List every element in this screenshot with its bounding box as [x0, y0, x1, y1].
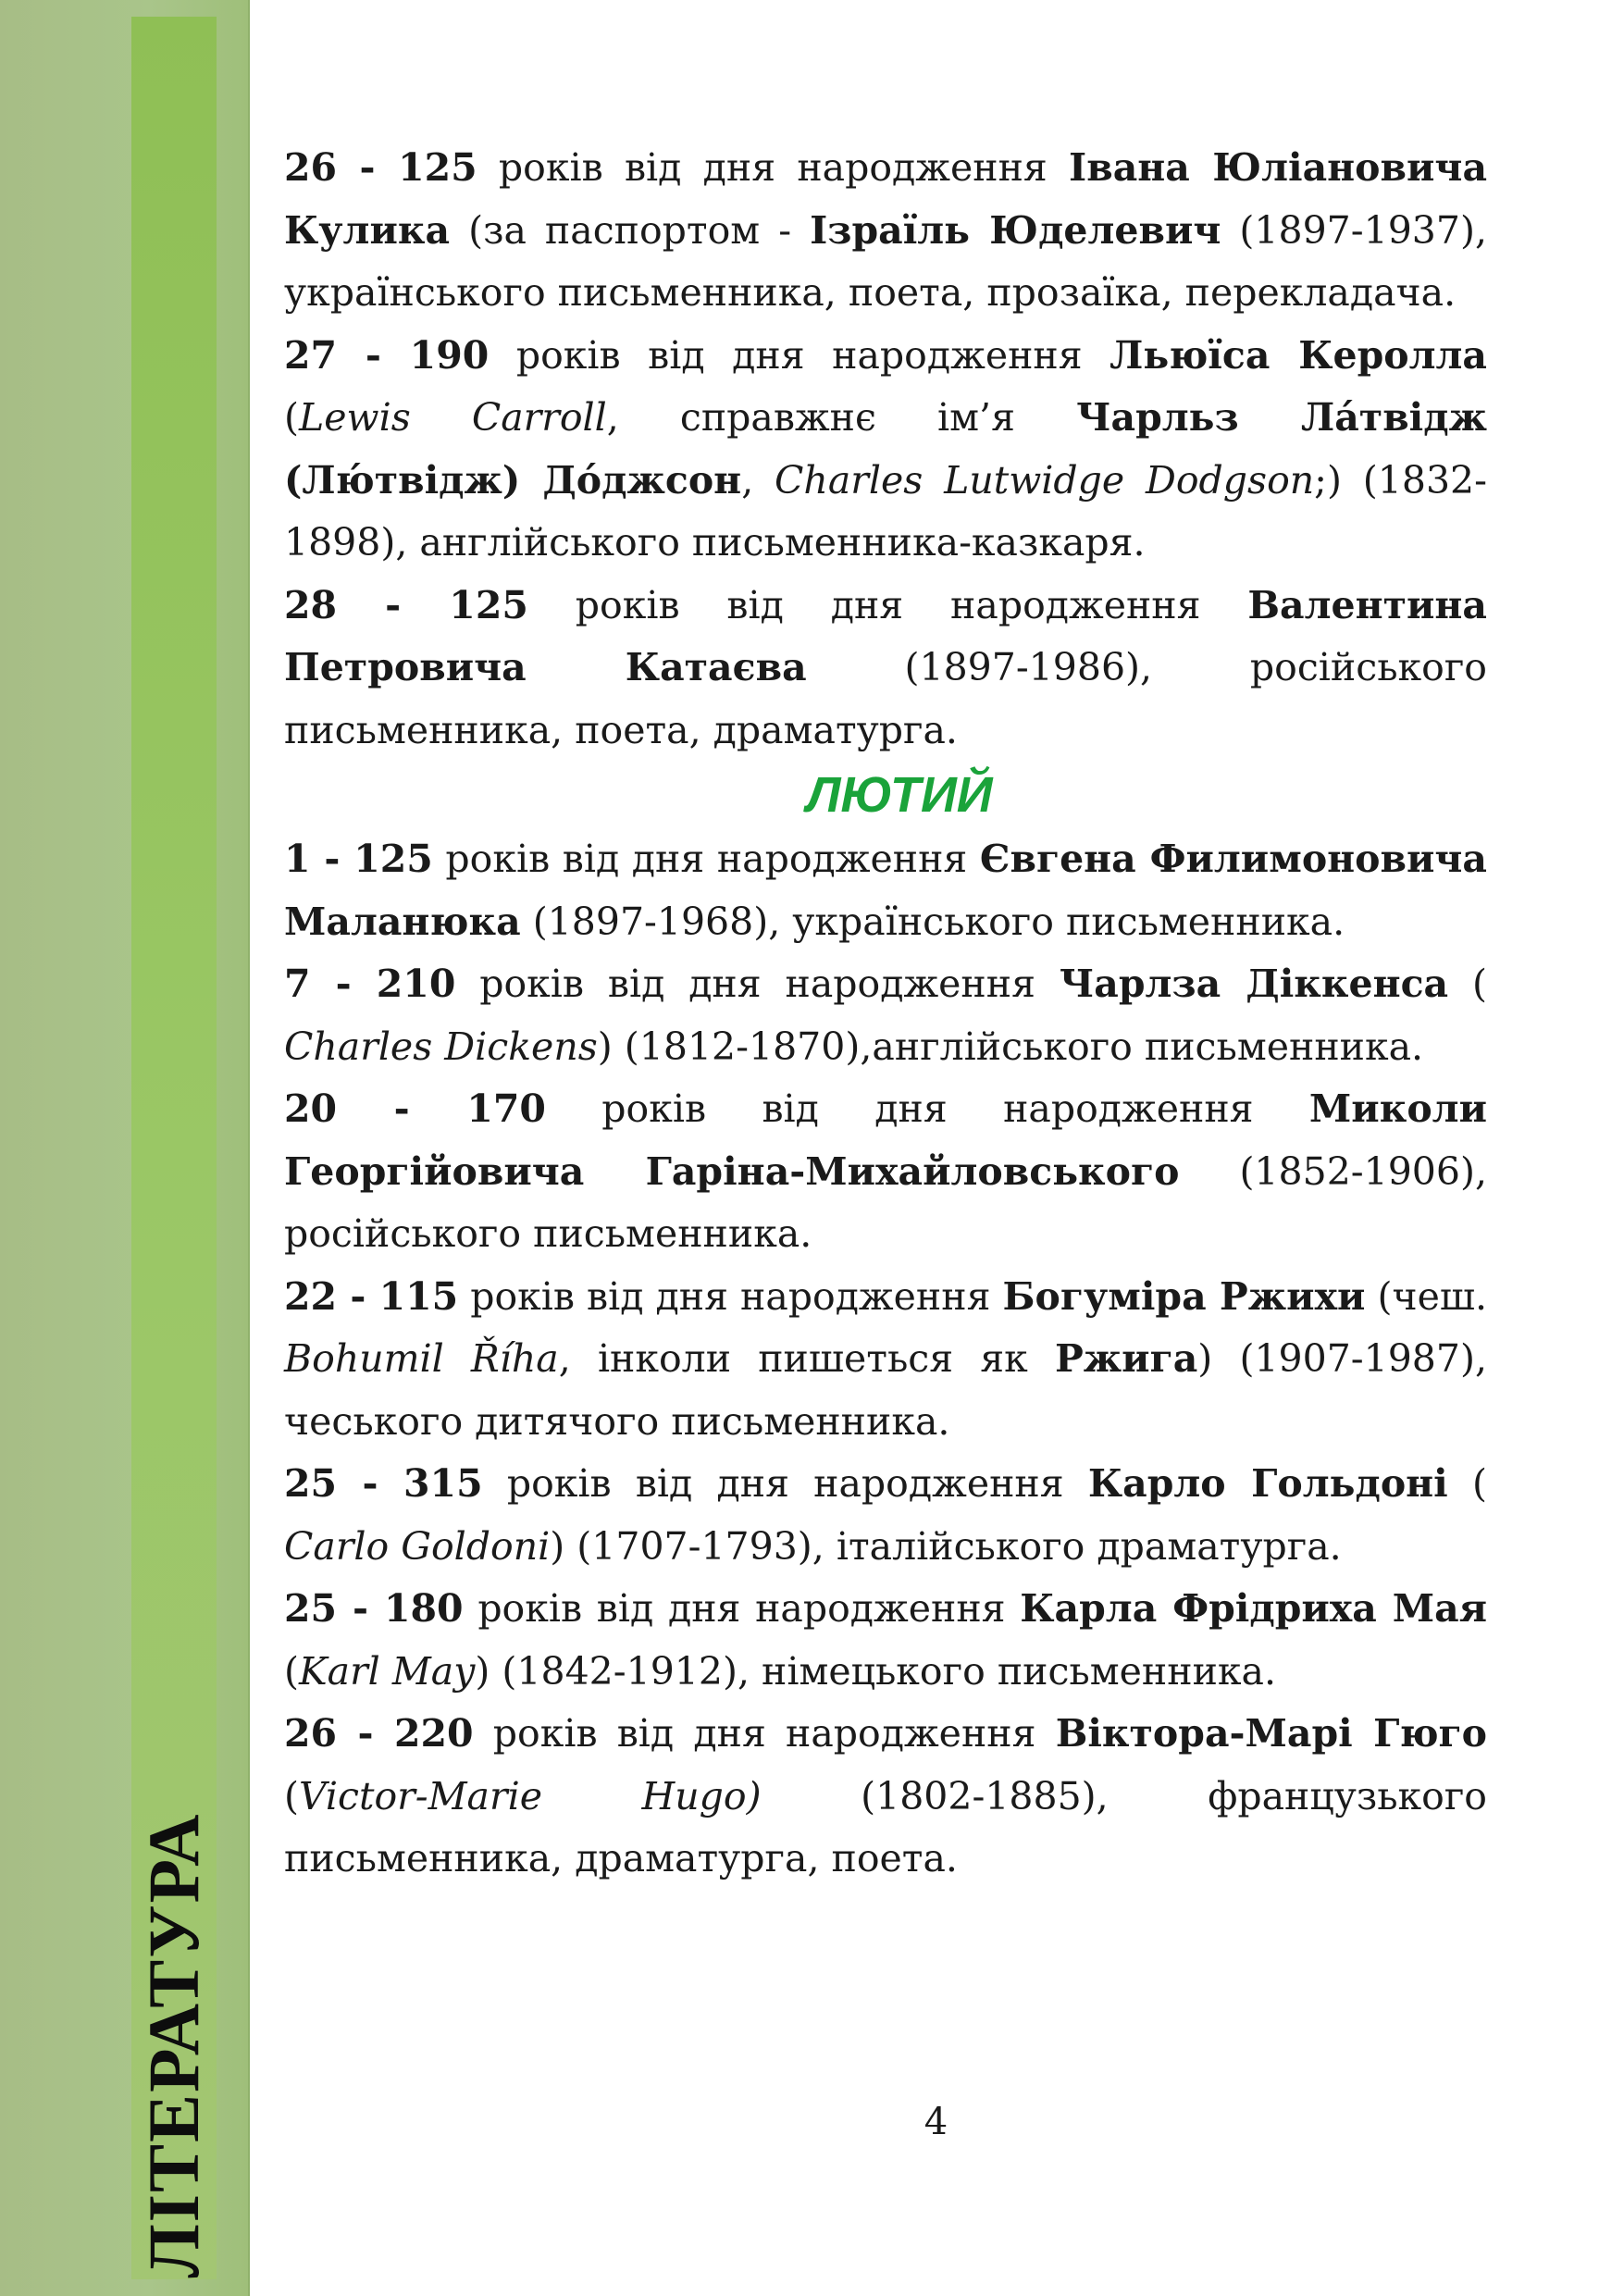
entry-text: років від дня народження	[477, 145, 1070, 190]
entry-text: років від дня народження	[489, 332, 1110, 378]
entry-date: 1 - 125	[284, 837, 433, 881]
list-item	[284, 1578, 1487, 1703]
page-number: 4	[924, 2101, 948, 2143]
entry-text: (	[284, 1648, 299, 1694]
list-item	[284, 1266, 1487, 1454]
entry-text: років від дня народження	[432, 837, 980, 881]
entry-date: 26 - 220	[284, 1711, 474, 1756]
person-name: Богуміра Ржихи	[1002, 1273, 1366, 1319]
entry-text: ;) (1832-1898), англійського письменника-казкаря.	[284, 457, 1487, 565]
entry-text: років від дня народження	[458, 1273, 1003, 1319]
entry-text: років від дня народження	[545, 1086, 1309, 1131]
entry-text: (	[1448, 962, 1488, 1006]
list-item	[284, 1703, 1487, 1891]
original-name: Charles Dickens	[284, 1024, 598, 1069]
entry-date: 20 - 170	[284, 1086, 546, 1131]
entry-text: ) (1842-1912), німецького письменника.	[475, 1648, 1276, 1694]
section-title-vertical: ЛІТЕРАТУРА	[133, 1812, 214, 2278]
entry-date: 25 - 315	[284, 1461, 483, 1506]
entry-text: ) (1707-1793), італійського драматурга.	[550, 1523, 1342, 1569]
entry-text: років від дня народження	[463, 1586, 1021, 1631]
person-alt-name: Ізраїль Юделевич	[810, 207, 1221, 253]
original-name: Lewis Carroll	[299, 395, 607, 440]
page-number-row	[0, 2101, 1624, 2143]
person-name: Євгена Филимоновича Маланюка	[284, 837, 1487, 944]
person-alt-name: Ржига	[1054, 1336, 1198, 1381]
entry-text: (1802-1885), французького письменника, драматурга, поета.	[284, 1773, 1487, 1880]
list-item	[284, 1078, 1487, 1266]
person-name: Карла Фрідриха Мая	[1020, 1586, 1487, 1631]
list-item	[284, 137, 1487, 325]
original-name: Carlo Goldoni	[284, 1523, 551, 1569]
original-name: Charles Lutwidge Dodgson	[775, 457, 1315, 503]
anniversary-list	[284, 137, 1487, 1891]
entry-text: , інколи пишеться як	[558, 1336, 1055, 1381]
entry-text: років від дня народження	[482, 1461, 1088, 1506]
entry-text: , справжнє ім’я	[606, 395, 1077, 440]
original-name: Victor-Marie Hugo)	[299, 1773, 762, 1818]
person-name: Івана Юліановича Кулика	[284, 145, 1488, 253]
entry-text: (1897-1986), російського письменника, поета, драматурга.	[284, 645, 1487, 752]
entry-text: (чеш.	[1365, 1273, 1487, 1319]
person-name: Віктора-Марі Гюго	[1055, 1711, 1487, 1756]
person-name: Карло Гольдоні	[1087, 1461, 1448, 1506]
list-item	[284, 575, 1487, 763]
person-name: Валентина Петровича Катаєва	[284, 582, 1487, 689]
entry-text: ,	[741, 457, 775, 503]
entry-date: 22 - 115	[284, 1273, 459, 1319]
entry-text: років від дня народження	[455, 962, 1060, 1006]
person-name: Миколи Георгійовича Гаріна-Михайловського	[284, 1086, 1487, 1194]
entry-date: 26 - 125	[284, 145, 477, 190]
side-band-divider	[248, 0, 250, 2296]
entry-date: 28 - 125	[284, 582, 528, 627]
entry-date: 27 - 190	[284, 332, 490, 378]
entry-text: ) (1812-1870),англійського письменника.	[597, 1024, 1424, 1069]
list-item	[284, 828, 1487, 953]
entry-text: (1897-1968), українського письменника.	[520, 899, 1345, 944]
list-item	[284, 325, 1487, 575]
month-heading: ЛЮТИЙ	[806, 767, 993, 823]
person-alt-name: Чарльз Ла́твідж (Лю́твідж) До́джсон	[284, 395, 1487, 503]
entry-date: 7 - 210	[284, 962, 456, 1006]
entry-text: (1897-1937), українського письменника, поета, прозаїка, перекладача.	[284, 207, 1487, 315]
entry-text: років від дня народження	[473, 1711, 1056, 1756]
entry-date: 25 - 180	[284, 1586, 464, 1631]
entry-text: років від дня народження	[527, 582, 1248, 627]
entry-text: ) (1907-1987), чеського дитячого письменника.	[284, 1336, 1488, 1444]
original-name: Bohumil Říha	[284, 1336, 559, 1381]
list-item	[284, 953, 1487, 1078]
entry-text: (	[1447, 1461, 1487, 1506]
entry-text: (	[284, 1773, 299, 1818]
entry-text: (	[284, 395, 299, 440]
entry-text: (за паспортом -	[450, 207, 811, 253]
entry-text: (1852-1906), російського письменника.	[284, 1148, 1487, 1256]
person-name: Льюїса Керолла	[1110, 332, 1487, 378]
person-name: Чарлза Діккенса	[1059, 962, 1449, 1006]
list-item	[284, 1453, 1487, 1578]
original-name: Karl May	[299, 1648, 476, 1694]
